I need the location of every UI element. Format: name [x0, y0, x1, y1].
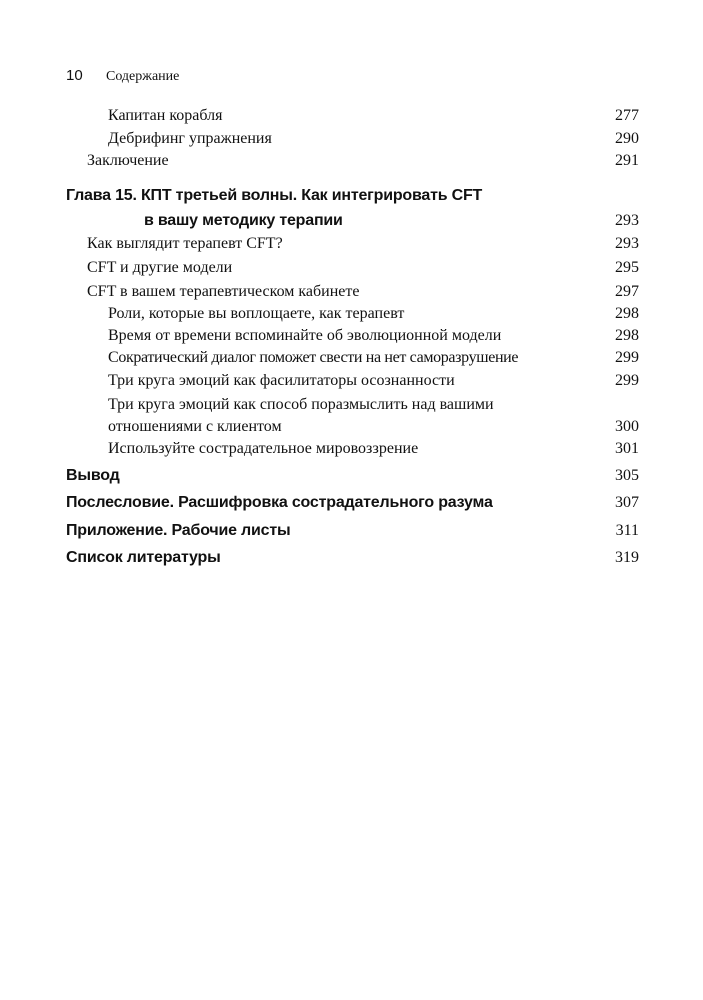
toc-entry-page: 290	[615, 130, 639, 147]
toc-chapter-title: Список литературы	[66, 549, 221, 566]
toc-entry[interactable]	[0, 370, 703, 392]
page-number: 10	[66, 67, 83, 84]
toc-entry-title: Как выглядит терапевт CFT?	[87, 235, 283, 252]
toc-entry-page: 301	[615, 440, 639, 457]
toc-entry-page: 307	[615, 494, 639, 511]
toc-entry-title: Время от времени вспоминайте об эволюционной модели	[108, 327, 502, 344]
toc-entry-page: 300	[615, 418, 639, 435]
toc-entry[interactable]	[0, 394, 703, 416]
toc-entry-continuation[interactable]	[0, 416, 703, 438]
running-title: Содержание	[106, 69, 180, 84]
toc-chapter-title: Вывод	[66, 467, 120, 484]
toc-chapter-title: Послесловие. Расшифровка сострадательного разума	[66, 494, 493, 511]
toc-chapter-title: в вашу методику терапии	[144, 212, 343, 229]
toc-chapter-entry[interactable]	[0, 492, 703, 514]
toc-entry-title: CFT и другие модели	[87, 259, 233, 276]
toc-entry[interactable]	[0, 325, 703, 347]
toc-entry-page: 295	[615, 259, 639, 276]
toc-entry-page: 298	[615, 305, 639, 322]
toc-entry-page: 319	[615, 549, 639, 566]
toc-chapter-title: Глава 15. КПТ третьей волны. Как интегрировать CFT	[66, 187, 483, 204]
toc-chapter-entry[interactable]	[0, 547, 703, 569]
toc-entry-page: 299	[615, 349, 639, 366]
toc-entry-page: 297	[615, 283, 639, 300]
toc-entry[interactable]	[0, 128, 703, 150]
toc-chapter-entry[interactable]	[0, 465, 703, 487]
toc-entry-page: 293	[615, 212, 639, 229]
toc-entry[interactable]	[0, 347, 703, 369]
toc-entry[interactable]	[0, 303, 703, 325]
toc-entry[interactable]	[0, 281, 703, 303]
toc-entry-title: CFT в вашем терапевтическом кабинете	[87, 283, 360, 300]
toc-entry-title: отношениями с клиентом	[108, 418, 282, 435]
toc-entry-title: Заключение	[87, 152, 169, 169]
toc-chapter-entry-continuation[interactable]	[0, 210, 703, 232]
toc-chapter-title: Приложение. Рабочие листы	[66, 522, 291, 539]
toc-entry[interactable]	[0, 438, 703, 460]
toc-chapter-entry[interactable]	[0, 520, 703, 542]
toc-entry-title: Роли, которые вы воплощаете, как терапевт	[108, 305, 405, 322]
toc-entry-title: Капитан корабля	[108, 107, 223, 124]
toc-entry-title: Три круга эмоций как фасилитаторы осознанности	[108, 372, 455, 389]
toc-entry-title: Три круга эмоций как способ поразмыслить над вашими	[108, 396, 494, 413]
toc-entry-title: Сократический диалог поможет свести на нет саморазрушение	[108, 349, 519, 366]
toc-entry-page: 299	[615, 372, 639, 389]
toc-entry-page: 305	[615, 467, 639, 484]
toc-entry-title: Используйте сострадательное мировоззрение	[108, 440, 419, 457]
running-header	[66, 66, 179, 87]
toc-chapter-entry[interactable]	[0, 185, 703, 207]
toc-entry-title: Дебрифинг упражнения	[108, 130, 272, 147]
toc-entry[interactable]	[0, 257, 703, 279]
toc-entry-page: 311	[615, 522, 639, 539]
toc-entry-page: 293	[615, 235, 639, 252]
toc-entry-page: 277	[615, 107, 639, 124]
toc-entry-page: 298	[615, 327, 639, 344]
toc-entry[interactable]	[0, 150, 703, 172]
toc-entry[interactable]	[0, 233, 703, 255]
toc-entry-page: 291	[615, 152, 639, 169]
toc-entry[interactable]	[0, 105, 703, 127]
